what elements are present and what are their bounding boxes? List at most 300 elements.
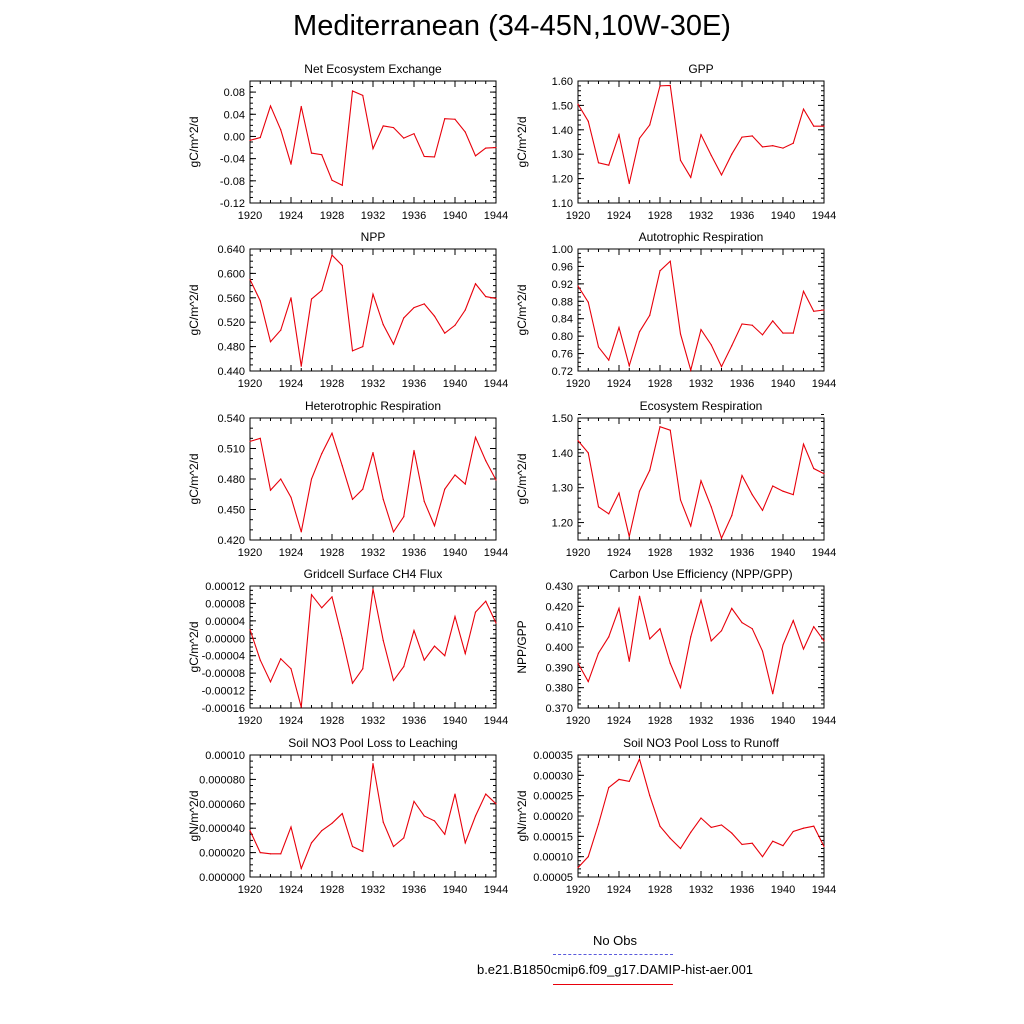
data-point (485, 148, 486, 149)
y-tick-label: 0.00005 (533, 872, 573, 884)
legend-obs-label: No Obs (592, 933, 638, 948)
x-tick-label: 1924 (606, 210, 632, 222)
data-point (413, 450, 414, 451)
data-point (485, 460, 486, 461)
data-point (680, 333, 681, 334)
y-tick-label: 0.96 (551, 261, 573, 274)
data-point (782, 148, 783, 149)
x-tick-label: 1928 (647, 884, 673, 896)
chart-panel-5 (187, 399, 508, 559)
x-tick-label: 1924 (606, 715, 632, 727)
data-point (577, 440, 578, 441)
x-tick-label: 1932 (688, 378, 714, 390)
data-point (331, 433, 332, 434)
data-point (465, 309, 466, 310)
y-tick-label: 0.450 (217, 504, 245, 517)
y-tick-label: 0.00010 (205, 750, 245, 762)
data-point (393, 680, 394, 681)
data-point (639, 331, 640, 332)
data-point (260, 137, 261, 138)
data-point (413, 630, 414, 631)
data-point (362, 668, 363, 669)
plot-frame (578, 586, 824, 708)
x-tick-label: 1932 (688, 547, 714, 559)
x-tick-label: 1940 (770, 210, 796, 222)
data-point (711, 506, 712, 507)
data-point (670, 663, 671, 664)
data-point (465, 131, 466, 132)
y-tick-label: 0.510 (217, 443, 245, 456)
y-axis-label: gN/m^2/d (515, 790, 529, 842)
data-point (588, 681, 589, 682)
y-tick-label: 0.04 (223, 109, 245, 122)
y-tick-label: 1.30 (551, 149, 573, 162)
y-tick-label: 1.40 (551, 124, 573, 137)
chart-panel-2 (515, 62, 836, 222)
data-point (772, 320, 773, 321)
data-point (577, 285, 578, 286)
y-tick-label: 0.000040 (199, 823, 245, 836)
data-point (711, 155, 712, 156)
y-tick-label: -0.08 (219, 175, 245, 188)
x-tick-label: 1932 (360, 547, 386, 559)
y-tick-label: -0.00004 (201, 650, 245, 663)
data-point (813, 626, 814, 627)
data-point (659, 826, 660, 827)
data-point (823, 126, 824, 127)
y-tick-label: 0.370 (545, 703, 573, 715)
data-point (403, 666, 404, 667)
data-point (465, 653, 466, 654)
plot-frame (578, 418, 824, 540)
data-point (670, 838, 671, 839)
data-point (772, 485, 773, 486)
y-axis-label: gC/m^2/d (515, 116, 529, 168)
x-tick-label: 1940 (442, 547, 468, 559)
data-point (352, 846, 353, 847)
plot-frame (250, 81, 496, 203)
data-point (690, 177, 691, 178)
data-point (793, 620, 794, 621)
data-point (249, 830, 250, 831)
data-point (752, 843, 753, 844)
data-point (659, 270, 660, 271)
data-point (342, 465, 343, 466)
data-point (741, 622, 742, 623)
y-tick-label: 0.560 (217, 292, 245, 305)
data-point (772, 841, 773, 842)
chart-panel-7 (187, 567, 508, 727)
y-axis-label: gC/m^2/d (515, 453, 529, 505)
data-point (413, 133, 414, 134)
y-tick-label: 0.00030 (533, 770, 573, 783)
y-tick-label: 0.440 (217, 366, 245, 378)
y-tick-label: 0.00015 (533, 831, 573, 844)
data-point (475, 155, 476, 156)
x-tick-label: 1928 (319, 715, 345, 727)
data-point (495, 147, 496, 148)
data-point (588, 452, 589, 453)
y-axis-label: gN/m^2/d (187, 790, 201, 842)
y-tick-label: 0.420 (217, 535, 245, 547)
data-point (311, 152, 312, 153)
y-tick-label: 0.000080 (199, 774, 245, 787)
series-line (578, 261, 824, 370)
series-line (250, 589, 496, 707)
chart-panel-1 (187, 62, 508, 222)
x-tick-label: 1936 (729, 547, 755, 559)
y-tick-label: 0.00000 (205, 633, 245, 646)
data-point (475, 283, 476, 284)
data-point (793, 143, 794, 144)
data-point (618, 608, 619, 609)
data-point (813, 311, 814, 312)
y-tick-label: 0.00025 (533, 790, 573, 803)
data-point (659, 426, 660, 427)
data-point (280, 478, 281, 479)
data-point (290, 668, 291, 669)
data-point (342, 813, 343, 814)
y-tick-label: 0.00004 (205, 615, 245, 628)
data-point (342, 638, 343, 639)
data-point (577, 104, 578, 105)
data-point (260, 852, 261, 853)
chart-panel-6 (515, 399, 836, 559)
data-point (813, 826, 814, 827)
data-point (290, 297, 291, 298)
data-point (823, 640, 824, 641)
chart-panel-4 (515, 230, 836, 390)
y-tick-label: 0.000020 (199, 847, 245, 860)
data-point (608, 360, 609, 361)
data-point (731, 345, 732, 346)
data-point (680, 160, 681, 161)
data-point (711, 827, 712, 828)
data-point (352, 683, 353, 684)
y-tick-label: 0.000000 (199, 872, 245, 884)
x-tick-label: 1928 (647, 210, 673, 222)
y-tick-label: 0.88 (551, 296, 573, 309)
data-point (444, 489, 445, 490)
data-point (454, 119, 455, 120)
y-axis-label: gC/m^2/d (187, 284, 201, 336)
data-point (495, 622, 496, 623)
data-point (311, 478, 312, 479)
data-point (690, 370, 691, 371)
x-tick-label: 1940 (770, 884, 796, 896)
x-tick-label: 1920 (565, 210, 591, 222)
x-tick-label: 1944 (483, 547, 509, 559)
data-point (608, 513, 609, 514)
data-point (393, 127, 394, 128)
chart-title: Autotrophic Respiration (638, 230, 764, 244)
data-point (772, 693, 773, 694)
data-point (249, 140, 250, 141)
data-point (823, 473, 824, 474)
y-tick-label: 0.540 (217, 413, 245, 425)
data-point (331, 255, 332, 256)
data-point (495, 803, 496, 804)
data-point (577, 663, 578, 664)
data-point (362, 346, 363, 347)
chart-title: GPP (688, 62, 714, 76)
y-tick-label: 1.20 (551, 517, 573, 530)
data-point (598, 346, 599, 347)
data-point (711, 344, 712, 345)
y-tick-label: 0.92 (551, 278, 573, 291)
x-tick-label: 1928 (647, 715, 673, 727)
data-point (731, 515, 732, 516)
y-tick-label: 0.480 (217, 474, 245, 486)
y-tick-label: 0.380 (545, 682, 573, 695)
y-tick-label: -0.04 (219, 153, 245, 166)
chart-title: Gridcell Surface CH4 Flux (303, 567, 443, 581)
data-point (270, 490, 271, 491)
chart-title: Carbon Use Efficiency (NPP/GPP) (609, 567, 793, 581)
x-tick-label: 1928 (647, 547, 673, 559)
data-point (608, 787, 609, 788)
x-tick-label: 1936 (401, 378, 427, 390)
data-point (793, 332, 794, 333)
x-tick-label: 1944 (811, 715, 837, 727)
data-point (372, 588, 373, 589)
data-point (711, 640, 712, 641)
chart-panel-10 (515, 736, 836, 896)
x-tick-label: 1924 (606, 378, 632, 390)
data-point (700, 134, 701, 135)
data-point (403, 516, 404, 517)
data-point (649, 638, 650, 639)
x-tick-label: 1940 (770, 547, 796, 559)
series-line (250, 764, 496, 869)
chart-panel-9 (187, 736, 508, 896)
data-point (659, 628, 660, 629)
chart-title: Ecosystem Respiration (639, 399, 763, 413)
x-tick-label: 1932 (688, 884, 714, 896)
y-tick-label: 0.420 (545, 601, 573, 614)
data-point (444, 333, 445, 334)
series-line (250, 433, 496, 532)
x-tick-label: 1932 (360, 210, 386, 222)
x-tick-label: 1932 (360, 884, 386, 896)
y-tick-label: 0.600 (217, 268, 245, 281)
data-point (383, 640, 384, 641)
data-point (721, 538, 722, 539)
data-point (249, 441, 250, 442)
y-axis-label: gC/m^2/d (187, 116, 201, 168)
x-tick-label: 1928 (319, 210, 345, 222)
data-point (352, 499, 353, 500)
x-tick-label: 1936 (729, 884, 755, 896)
data-point (731, 608, 732, 609)
data-point (752, 135, 753, 136)
chart-title: Net Ecosystem Exchange (304, 62, 442, 76)
y-axis-label: gC/m^2/d (187, 453, 201, 505)
data-point (383, 499, 384, 500)
data-point (793, 494, 794, 495)
data-point (290, 826, 291, 827)
data-point (639, 758, 640, 759)
data-point (741, 137, 742, 138)
data-point (782, 332, 783, 333)
data-point (321, 830, 322, 831)
data-point (372, 294, 373, 295)
data-point (301, 106, 302, 107)
data-point (793, 831, 794, 832)
data-point (393, 344, 394, 345)
data-point (321, 453, 322, 454)
data-point (475, 437, 476, 438)
data-point (444, 118, 445, 119)
data-point (752, 494, 753, 495)
x-tick-label: 1936 (401, 884, 427, 896)
x-tick-label: 1936 (729, 210, 755, 222)
y-tick-label: 1.10 (551, 198, 573, 210)
data-point (270, 853, 271, 854)
chart-panel-8 (515, 567, 836, 727)
x-tick-label: 1932 (360, 715, 386, 727)
data-point (762, 146, 763, 147)
y-tick-label: 0.520 (217, 317, 245, 330)
data-point (782, 491, 783, 492)
chart-title: Heterotrophic Respiration (304, 399, 442, 413)
data-point (280, 330, 281, 331)
x-tick-label: 1932 (688, 715, 714, 727)
data-point (301, 707, 302, 708)
data-point (588, 856, 589, 857)
y-tick-label: 1.60 (551, 76, 573, 88)
data-point (362, 489, 363, 490)
y-tick-label: 0.410 (545, 621, 573, 634)
data-point (629, 661, 630, 662)
data-point (803, 291, 804, 292)
data-point (454, 793, 455, 794)
data-point (383, 125, 384, 126)
data-point (598, 653, 599, 654)
data-point (700, 600, 701, 601)
y-tick-label: 1.40 (551, 447, 573, 460)
y-tick-label: 0.84 (551, 313, 573, 326)
series-line (578, 596, 824, 694)
data-point (260, 300, 261, 301)
x-tick-label: 1936 (401, 715, 427, 727)
series-line (578, 427, 824, 539)
data-point (670, 430, 671, 431)
figure-title: Mediterranean (34-45N,10W-30E) (293, 10, 731, 42)
x-tick-label: 1936 (729, 378, 755, 390)
y-axis-label: NPP/GPP (515, 620, 529, 674)
data-point (280, 853, 281, 854)
x-tick-label: 1920 (237, 547, 263, 559)
y-tick-label: 0.00012 (205, 581, 245, 593)
data-point (301, 531, 302, 532)
data-point (649, 124, 650, 125)
data-point (321, 290, 322, 291)
x-tick-label: 1940 (442, 210, 468, 222)
data-point (803, 444, 804, 445)
x-tick-label: 1920 (565, 378, 591, 390)
x-tick-label: 1920 (237, 210, 263, 222)
x-tick-label: 1944 (811, 210, 837, 222)
x-tick-label: 1944 (483, 378, 509, 390)
data-point (721, 366, 722, 367)
data-point (649, 315, 650, 316)
x-tick-label: 1932 (688, 210, 714, 222)
x-tick-label: 1940 (442, 378, 468, 390)
chart-title: Soil NO3 Pool Loss to Runoff (623, 736, 779, 750)
data-point (485, 601, 486, 602)
data-point (629, 365, 630, 366)
series-line (250, 91, 496, 185)
data-point (383, 822, 384, 823)
x-tick-label: 1924 (278, 210, 304, 222)
data-point (311, 842, 312, 843)
x-tick-label: 1932 (360, 378, 386, 390)
x-tick-label: 1936 (401, 210, 427, 222)
data-point (454, 474, 455, 475)
data-point (618, 327, 619, 328)
data-point (444, 834, 445, 835)
data-point (290, 164, 291, 165)
x-tick-label: 1944 (811, 547, 837, 559)
y-tick-label: 0.000060 (199, 798, 245, 811)
x-tick-label: 1928 (319, 378, 345, 390)
y-tick-label: 0.00035 (533, 750, 573, 762)
data-point (639, 491, 640, 492)
data-point (772, 145, 773, 146)
data-point (782, 845, 783, 846)
x-tick-label: 1944 (483, 715, 509, 727)
legend-model-label: b.e21.B1850cmip6.f09_g17.DAMIP-hist-aer.001 (476, 962, 754, 977)
data-point (803, 828, 804, 829)
data-point (424, 815, 425, 816)
x-tick-label: 1920 (237, 378, 263, 390)
y-tick-label: 0.390 (545, 662, 573, 675)
y-tick-label: -0.12 (219, 198, 245, 210)
data-point (249, 279, 250, 280)
y-tick-label: 1.00 (551, 244, 573, 256)
y-tick-label: 1.50 (551, 100, 573, 113)
x-tick-label: 1944 (811, 378, 837, 390)
data-point (465, 483, 466, 484)
data-point (700, 329, 701, 330)
data-point (424, 501, 425, 502)
data-point (465, 842, 466, 843)
data-point (639, 138, 640, 139)
x-tick-label: 1920 (237, 715, 263, 727)
data-point (690, 636, 691, 637)
data-point (690, 832, 691, 833)
x-tick-label: 1940 (770, 715, 796, 727)
data-point (629, 183, 630, 184)
x-tick-label: 1944 (483, 210, 509, 222)
y-tick-label: 1.20 (551, 173, 573, 186)
legend-obs-line (553, 954, 673, 955)
data-point (670, 85, 671, 86)
data-point (762, 510, 763, 511)
y-tick-label: -0.00012 (201, 685, 245, 698)
data-point (413, 801, 414, 802)
data-point (383, 324, 384, 325)
data-point (629, 536, 630, 537)
data-point (608, 165, 609, 166)
data-point (454, 616, 455, 617)
x-tick-label: 1924 (278, 715, 304, 727)
x-tick-label: 1944 (483, 884, 509, 896)
data-point (290, 497, 291, 498)
y-tick-label: -0.00016 (201, 703, 245, 715)
data-point (741, 844, 742, 845)
